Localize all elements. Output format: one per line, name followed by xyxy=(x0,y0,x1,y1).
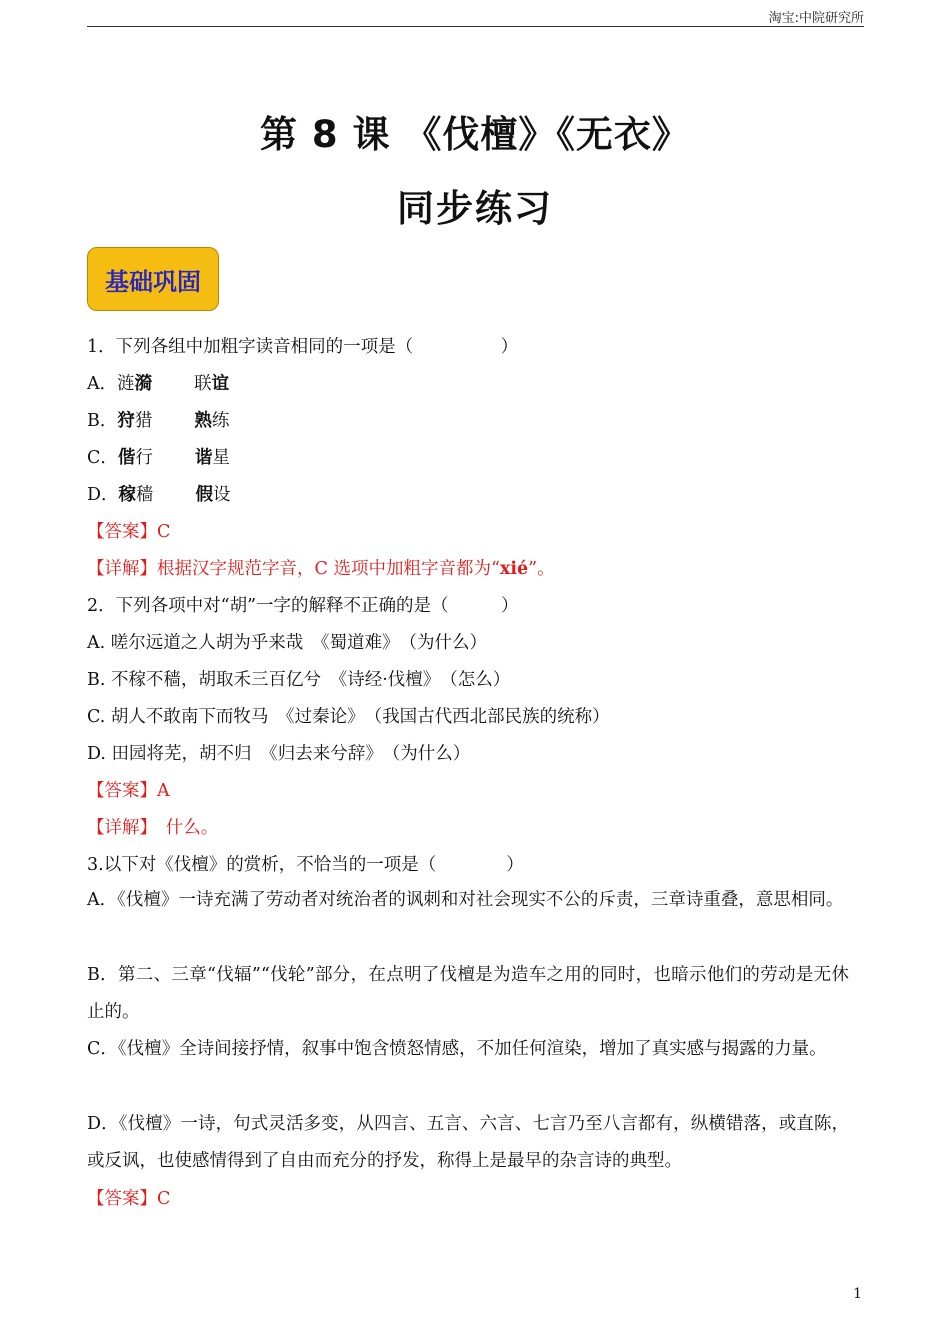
page-number: 1 xyxy=(853,1286,862,1302)
question-3-stem: 3.以下对《伐檀》的赏析，不恰当的一项是（ ） xyxy=(87,855,524,875)
section-badge-label: 基础巩固 xyxy=(105,267,201,296)
page-header xyxy=(87,0,864,27)
question-1-stem: 1．下列各组中加粗字读音相同的一项是（ ） xyxy=(87,337,519,357)
lesson-title: 第 8 课 《伐檀》《无衣》 xyxy=(260,113,690,156)
section-badge xyxy=(87,247,219,311)
question-2-option-a: A. 嗟尔远道之人胡为乎来哉 《蜀道难》 （为什么） xyxy=(87,633,488,653)
question-3-option-a: A．《伐檀》一诗充满了劳动者对统治者的讽刺和对社会现实不公的斥责，三章诗重叠，意思相同。 xyxy=(87,890,844,910)
question-1-option-d: D．稼穑 假设 xyxy=(87,485,231,505)
question-3-option-b: B．第二、三章“伐辐”“伐轮”部分，在点明了伐檀是为造车之用的同时，也暗示他们的劳动是无休止的。 xyxy=(87,965,849,1022)
question-2-explanation: 【详解】 什么。 xyxy=(87,818,219,838)
question-1-explanation: 【详解】根据汉字规范字音，C 选项中加粗字音都为“xié”。 xyxy=(87,559,555,579)
question-2-option-d: D. 田园将芜，胡不归 《归去来兮辞》 （为什么） xyxy=(87,744,471,764)
question-1-answer: 【答案】C xyxy=(87,522,171,542)
question-1-option-b: B．狩猎 熟练 xyxy=(87,411,230,431)
lesson-subtitle: 同步练习 xyxy=(397,187,553,230)
header-text: 淘宝:中院研究所 xyxy=(768,11,864,26)
question-2-stem: 2．下列各项中对“胡”一字的解释不正确的是（ ） xyxy=(87,596,519,616)
question-2-option-b: B. 不稼不穑，胡取禾三百亿兮 《诗经·伐檀》 （怎么） xyxy=(87,670,511,690)
question-2-option-c: C. 胡人不敢南下而牧马 《过秦论》 （我国古代西北部民族的统称） xyxy=(87,707,610,727)
question-3-option-d: D．《伐檀》一诗，句式灵活多变，从四言、五言、六言、七言乃至八言都有，纵横错落，或直陈，或反讽，也使感情得到了自由而充分的抒发，称得上是最早的杂言诗的典型。 xyxy=(87,1114,849,1171)
question-3-answer: 【答案】C xyxy=(87,1189,171,1209)
question-2-answer: 【答案】A xyxy=(87,781,170,801)
question-1-option-a: A．涟漪 联谊 xyxy=(87,374,230,394)
question-1-option-c: C．偕行 谐星 xyxy=(87,448,230,468)
question-3-option-c: C．《伐檀》全诗间接抒情，叙事中饱含愤怒情感，不加任何渲染，增加了真实感与揭露的力量。 xyxy=(87,1039,827,1059)
